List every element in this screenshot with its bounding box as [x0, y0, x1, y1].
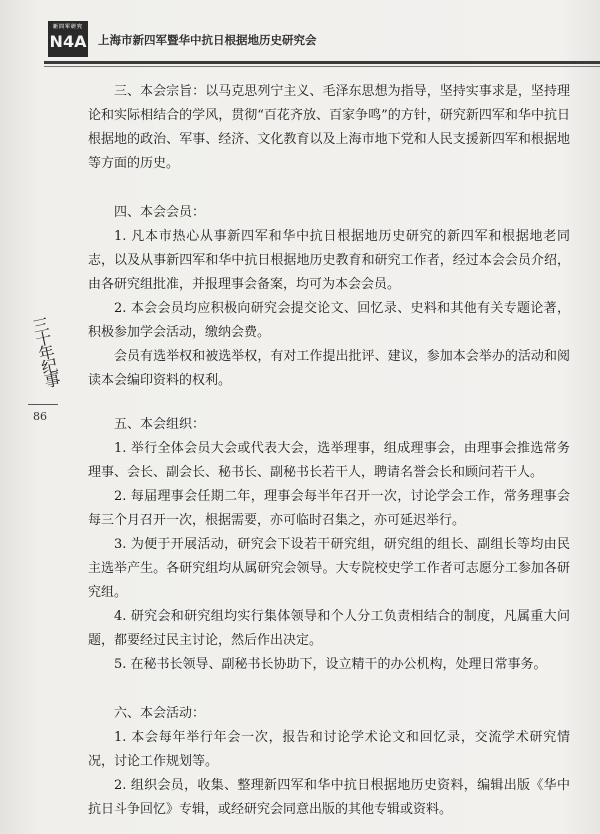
spacer [88, 176, 570, 201]
header-title: 上海市新四军暨华中抗日根据地历史研究会 [98, 33, 317, 47]
members-item-1: 1. 凡本市热心从事新四军和华中抗日根据地历史研究的新四军和根据地老同志，以及从事新四军和华中抗日根据地历史教育和研究工作者，经过本会会员介绍，由各研究组批准，并报理事会备案，均可为本会会员。 [88, 229, 570, 292]
members-item-2: 2. 本会会员均应积极向研究会提交论文、回忆录、史料和其他有关专题论著，积极参加学会活动，缴纳会费。 [88, 301, 570, 340]
activities-item-2: 2. 组织会员，收集、整理新四军和华中抗日根据地历史资料，编辑出版《华中抗日斗争回忆》专辑，或经研究会同意出版的其他专辑或资料。 [88, 778, 570, 817]
logo-small-text: 新四军研究 [52, 24, 83, 30]
margin-rule [28, 404, 58, 405]
margin-calligraphy: 三十年纪事 [28, 315, 62, 388]
section-heading-activities: 六、本会活动： [114, 706, 206, 721]
members-item-3: 会员有选举权和被选举权，有对工作提出批评、建议，参加本会举办的活动和阅读本会编印资料的权利。 [88, 349, 570, 388]
section-heading-organization: 五、本会组织： [114, 417, 206, 432]
page-number: 86 [33, 410, 47, 423]
org-item-3: 3. 为便于开展活动，研究会下设若干研究组，研究组的组长、副组长等均由民主选举产生。各研究组均从属研究会领导。大专院校史学工作者可志愿分工参加各研究组。 [88, 537, 570, 600]
page-header [44, 18, 600, 62]
n4a-logo [48, 21, 88, 57]
section-heading-members: 四、本会会员： [114, 205, 206, 220]
org-item-1: 1. 举行全体会员大会或代表大会，选举理事，组成理事会，由理事会推选常务理事、会长、副会长、秘书长、副秘书长若干人，聘请名誉会长和顾问若干人。 [88, 441, 570, 480]
body-text [88, 80, 570, 822]
org-item-5: 5. 在秘书长领导、副秘书长协助下，设立精干的办公机构，处理日常事务。 [114, 657, 547, 672]
header-rule [44, 61, 600, 64]
section-purpose: 三、本会宗旨：以马克思列宁主义、毛泽东思想为指导，坚持实事求是，坚持理论和实际相结合的学风，贯彻“百花齐放、百家争鸣”的方针，研究新四军和华中抗日根据地的政治、军事、经济、文化教育以及上海市地下党和人民支援新四军和根据地等方面的历史。 [88, 84, 570, 171]
header-rule-thin [44, 66, 600, 67]
spacer [88, 677, 570, 702]
org-item-4: 4. 研究会和研究组均实行集体领导和个人分工负责相结合的制度，凡属重大问题，都要经过民主讨论，然后作出决定。 [88, 609, 570, 648]
org-item-2: 2. 每届理事会任期二年，理事会每半年召开一次，讨论学会工作，常务理事会每三个月召开一次，根据需要，亦可临时召集之，亦可延迟举行。 [88, 489, 570, 528]
activities-item-1: 1. 本会每年举行年会一次，报告和讨论学术论文和回忆录，交流学术研究情况，讨论工作规划等。 [88, 730, 570, 769]
spacer [88, 393, 570, 413]
logo-main-text: N4A [49, 32, 87, 51]
